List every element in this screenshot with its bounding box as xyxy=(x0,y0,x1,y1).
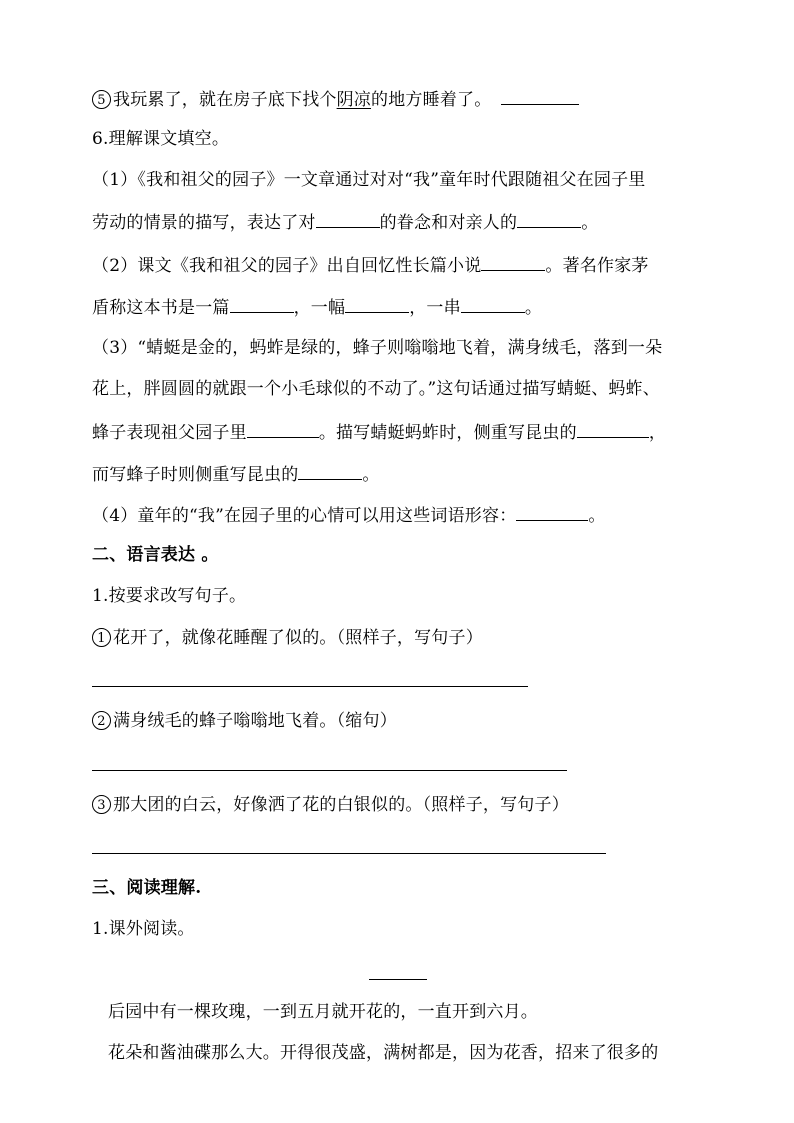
rewrite-item-1 xyxy=(92,626,483,650)
circle-number-5: 5 xyxy=(92,90,111,109)
section-2-heading: 二、语言表达 。 xyxy=(92,545,219,565)
p2-text-d: ，一幅 xyxy=(293,298,346,318)
answer-blank[interactable] xyxy=(247,419,319,438)
circle-number-1: 1 xyxy=(92,628,111,647)
circle-number-2: 2 xyxy=(92,711,111,730)
p1-text-a: 劳动的情景的描写，表达了对 xyxy=(92,213,316,233)
rewrite-item-2 xyxy=(92,709,397,733)
section-3-heading: 三、阅读理解. xyxy=(92,878,202,898)
answer-blank[interactable] xyxy=(316,209,380,228)
p3-line3 xyxy=(92,419,666,445)
rewrite-item-1-text: 花开了，就像花睡醒了似的。（照样子，写句子） xyxy=(113,628,483,648)
passage-title-blank[interactable] xyxy=(369,979,427,980)
passage-line-2: 花朵和酱油碟那么大。开得很茂盛，满树都是，因为花香，招来了很多的 xyxy=(108,1043,659,1063)
answer-line-1[interactable] xyxy=(92,686,528,687)
rewrite-item-2-text: 满身绒毛的蜂子嗡嗡地飞着。（缩句） xyxy=(113,711,397,731)
p3-line1: （3）“蜻蜓是金的，蚂蚱是绿的，蜂子则嗡嗡地飞着，满身绒毛，落到一朵 xyxy=(92,338,663,358)
p3-text-e: 。 xyxy=(362,465,380,485)
p1-line1: （1）《我和祖父的园子》一文章通过对对“我”童年时代跟随祖父在园子里 xyxy=(92,170,646,190)
p1-text-c: 。 xyxy=(581,213,599,233)
q5-underlined-word: 阴凉 xyxy=(336,90,372,110)
p4-text-b: 。 xyxy=(588,506,606,526)
answer-blank[interactable] xyxy=(230,294,294,313)
p2-line2 xyxy=(92,294,542,320)
p3-line2: 花上，胖圆圆的就跟一个小毛球似的不动了。”这句话通过描写蜻蜓、蚂蚱、 xyxy=(92,379,660,399)
passage-line-1: 后园中有一棵玫瑰，一到五月就开花的，一直开到六月。 xyxy=(108,1002,538,1022)
answer-blank[interactable] xyxy=(298,461,362,480)
answer-blank[interactable] xyxy=(501,86,579,105)
p2-line1 xyxy=(92,252,649,278)
p2-text-c: 盾称这本书是一篇 xyxy=(92,298,230,318)
p2-text-b: 。著名作家茅 xyxy=(545,256,649,276)
answer-blank[interactable] xyxy=(481,252,545,271)
answer-line-3[interactable] xyxy=(92,853,606,854)
p3-text-b: 。描写蜻蜓蚂蚱时，侧重写昆虫的 xyxy=(318,423,577,443)
q5-line xyxy=(92,86,579,112)
p3-text-c: ， xyxy=(648,423,667,443)
p3-text-a: 蜂子表现祖父园子里 xyxy=(92,423,247,443)
answer-blank[interactable] xyxy=(345,294,409,313)
circle-number-3: 3 xyxy=(92,795,111,814)
q5-text-b: 的地方睡着了。 xyxy=(371,90,492,110)
q6-title: 6.理解课文填空。 xyxy=(92,129,230,149)
p1-line2 xyxy=(92,209,598,235)
p4-line xyxy=(92,502,606,528)
answer-blank[interactable] xyxy=(516,502,588,521)
answer-line-2[interactable] xyxy=(92,770,567,771)
answer-blank[interactable] xyxy=(461,294,525,313)
sec3-q1-title: 1.课外阅读。 xyxy=(92,919,195,939)
answer-blank[interactable] xyxy=(577,419,649,438)
answer-blank[interactable] xyxy=(517,209,581,228)
rewrite-item-3-text: 那大团的白云，好像洒了花的白银似的。（照样子，写句子） xyxy=(113,795,569,815)
p2-text-f: 。 xyxy=(524,298,543,318)
p4-text-a: （4）童年的“我”在园子里的心情可以用这些词语形容： xyxy=(92,506,517,526)
p2-text-a: （2）课文《我和祖父的园子》出自回忆性长篇小说 xyxy=(92,256,482,276)
p1-text-b: 的眷念和对亲人的 xyxy=(379,213,518,233)
p3-text-d: 而写蜂子时则侧重写昆虫的 xyxy=(92,465,299,485)
rewrite-item-3 xyxy=(92,793,569,817)
p2-text-e: ，一串 xyxy=(409,298,461,318)
q5-text-a: 我玩累了，就在房子底下找个 xyxy=(113,90,337,110)
sec2-q1-title: 1.按要求改写句子。 xyxy=(92,586,247,606)
p3-line4 xyxy=(92,461,380,487)
